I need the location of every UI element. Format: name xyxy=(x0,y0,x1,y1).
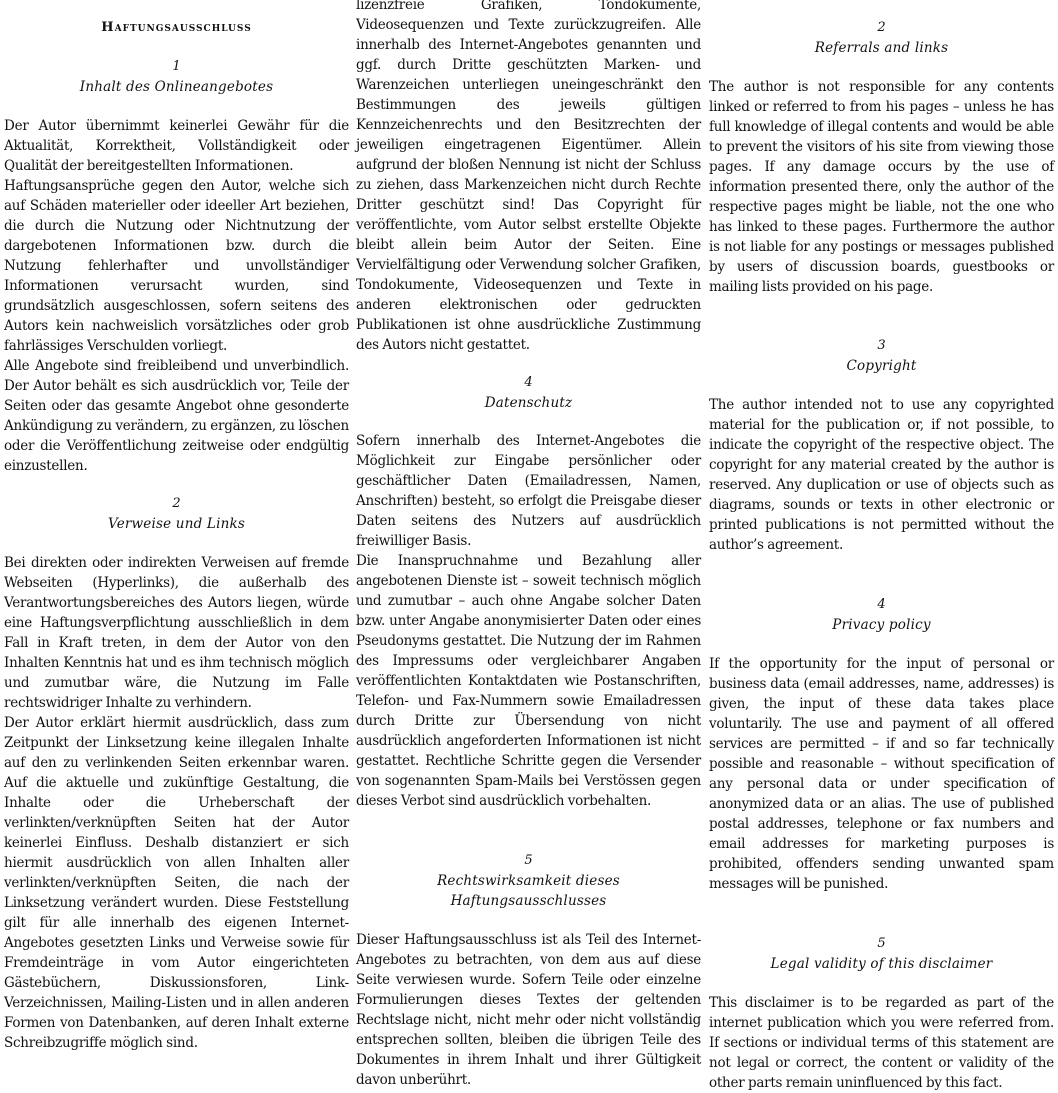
paragraph: The author intended not to use any copyrighted material for the publication or, if not possible, to indicate the copyright of the respective object. The copyright for any material created by the author is reserved. Any duplication or use of objects such as diagrams, sounds or texts in other electronic or printed publications is not permitted without the author’s agreement. xyxy=(709,397,1054,553)
column-left xyxy=(4,0,349,1051)
section-heading-legal-validity: Legal validity of this disclaimer xyxy=(770,956,993,972)
paragraph: Der Autor übernimmt keinerlei Gewähr für die Aktualität, Korrektheit, Vollständigkeit oder Qualität der bereitgestellten Informationen. xyxy=(4,118,349,174)
section-heading-copyright: Copyright xyxy=(846,358,917,374)
section-number: 5 xyxy=(877,936,886,951)
section-number: 4 xyxy=(524,375,533,390)
section-heading-datenschutz: Datenschutz xyxy=(484,395,573,411)
paragraph: Sofern innerhalb des Internet-Angebotes die Möglichkeit zur Eingabe persönlicher oder geschäftlicher Daten (Emailadressen, Namen, Anschriften) besteht, so erfolgt die Preisgabe dieser Daten seitens des Nutzers auf ausdrücklich freiwilliger Basis. xyxy=(356,433,701,549)
section-heading-inhalt: Inhalt des Onlineangebotes xyxy=(79,79,274,95)
section-heading-rechtswirksamkeit-line1: Rechtswirksamkeit dieses xyxy=(437,873,620,889)
section-heading-referrals: Referrals and links xyxy=(814,40,949,56)
paragraph: Alle Angebote sind freibleibend und unverbindlich. Der Autor behält es sich ausdrücklich vor, Teile der Seiten oder das gesamte Angebot ohne gesonderte Ankündigung zu verändern, zu ergänzen, zu löschen oder die Veröffentlichung zeitweise oder endgültig einzustellen. xyxy=(4,358,349,474)
document-title: Haftungsausschluss xyxy=(101,20,252,35)
section-number: 5 xyxy=(524,853,533,868)
section-number: 1 xyxy=(172,59,181,74)
column-right xyxy=(709,0,1054,1091)
section-number: 3 xyxy=(877,338,886,353)
section-number: 2 xyxy=(172,496,181,511)
paragraph: Die Inanspruchnahme und Bezahlung aller angebotenen Dienste ist – soweit technisch möglich und zumutbar – auch ohne Angabe solcher Daten bzw. unter Angabe anonymisierter Daten oder eines Pseudonyms gestattet. Die Nutzung der im Rahmen des Impressums oder vergleichbarer Angaben veröffentlichten Kontaktdaten wie Postanschriften, Telefon- und Fax-Nummern sowie Emailadressen durch Dritte zur Übersendung von nicht ausdrücklich angeforderten Informationen ist nicht gestattet. Rechtliche Schritte gegen die Versender von sogenannten Spam-Mails bei Verstössen gegen dieses Verbot sind ausdrücklich vorbehalten. xyxy=(356,553,701,809)
paragraph-continuation: lizenzfreie Grafiken, Tondokumente, Videosequenzen und Texte zurückzugreifen. Alle innerhalb des Internet-Angebotes genannten und ggf. durch Dritte geschützten Marken- und Warenzeichen unterliegen uneingeschränkt den Bestimmungen des jeweils gültigen Kennzeichenrechts und den Besitzrechten der jeweiligen eingetragenen Eigentümer. Allein aufgrund der bloßen Nennung ist nicht der Schluss zu ziehen, dass Markenzeichen nicht durch Rechte Dritter geschützt sind! Das Copyright für veröffentlichte, vom Autor selbst erstellte Objekte bleibt allein beim Autor der Seiten. Eine Vervielfältigung oder Verwendung solcher Grafiken, Tondokumente, Videosequenzen und Texte in anderen elektronischen oder gedruckten Publikationen ist ohne ausdrückliche Zustimmung des Autors nicht gestattet. xyxy=(356,0,701,353)
section-heading-rechtswirksamkeit-line2: Haftungsausschlusses xyxy=(450,893,607,909)
section-number: 2 xyxy=(877,20,886,35)
section-heading-verweise: Verweise und Links xyxy=(107,516,246,532)
section-number: 4 xyxy=(877,597,886,612)
section-heading-privacy: Privacy policy xyxy=(832,617,931,633)
paragraph: Der Autor erklärt hiermit ausdrücklich, dass zum Zeitpunkt der Linksetzung keine illegalen Inhalte auf den zu verlinkenden Seiten erkennbar waren. Auf die aktuelle und zukünftige Gestaltung, die Inhalte oder die Urheberschaft der verlinkten/verknüpften Seiten hat der Autor keinerlei Einfluss. Deshalb distanziert er sich hiermit ausdrücklich von allen Inhalten aller verlinkten/verknüpften Seiten, die nach der Linksetzung verändert wurden. Diese Feststellung gilt für alle innerhalb des eigenen Internet-Angebotes gesetzten Links und Verweise sowie für Fremdeinträge in vom Autor eingerichteten Gästebüchern, Diskussionsforen, Link-Verzeichnissen, Mailing-Listen und in allen anderen Formen von Datenbanken, auf deren Inhalt externe Schreibzugriffe möglich sind. xyxy=(4,715,349,1051)
column-middle xyxy=(356,0,701,1088)
paragraph: The author is not responsible for any contents linked or referred to from his pages – unless he has full knowledge of illegal contents and would be able to prevent the visitors of his site from viewing those pages. If any damage occurs by the use of information presented there, only the author of the respective pages might be liable, not the one who has linked to these pages. Furthermore the author is not liable for any postings or messages published by users of discussion boards, guestbooks or mailing lists provided on his page. xyxy=(709,79,1054,295)
paragraph: Dieser Haftungsausschluss ist als Teil des Internet-Angebotes zu betrachten, von dem aus auf diese Seite verwiesen wurde. Sofern Teile oder einzelne Formulierungen dieses Textes der geltenden Rechtslage nicht, nicht mehr oder nicht vollständig entsprechen sollten, bleiben die übrigen Teile des Dokumentes in ihrem Inhalt und ihrer Gültigkeit davon unberührt. xyxy=(356,932,701,1088)
paragraph: If the opportunity for the input of personal or business data (email addresses, name, addresses) is given, the input of these data takes place voluntarily. The use and payment of all offered services are permitted – if and so far technically possible and reasonable – without specification of any personal data or under specification of anonymized data or an alias. The use of published postal addresses, telephone or fax numbers and email addresses for marketing purposes is prohibited, offenders sending unwanted spam messages will be punished. xyxy=(709,656,1054,892)
paragraph: This disclaimer is to be regarded as part of the internet publication which you were referred from. If sections or individual terms of this statement are not legal or correct, the content or validity of the other parts remain uninfluenced by this fact. xyxy=(709,995,1054,1091)
paragraph: Bei direkten oder indirekten Verweisen auf fremde Webseiten (Hyperlinks), die außerhalb des Verantwortungsbereiches des Autors liegen, würde eine Haftungsverpflichtung ausschließlich in dem Fall in Kraft treten, in dem der Autor von den Inhalten Kenntnis hat und es ihm technisch möglich und zumutbar wäre, die Nutzung im Falle rechtswidriger Inhalte zu verhindern. xyxy=(4,555,349,711)
paragraph: Haftungsansprüche gegen den Autor, welche sich auf Schäden materieller oder ideeller Art beziehen, die durch die Nutzung oder Nichtnutzung der dargebotenen Informationen bzw. durch die Nutzung fehlerhafter und unvollständiger Informationen verursacht wurden, sind grundsätzlich ausgeschlossen, sofern seitens des Autors kein nachweislich vorsätzliches oder grob fahrlässiges Verschulden vorliegt. xyxy=(4,178,349,354)
